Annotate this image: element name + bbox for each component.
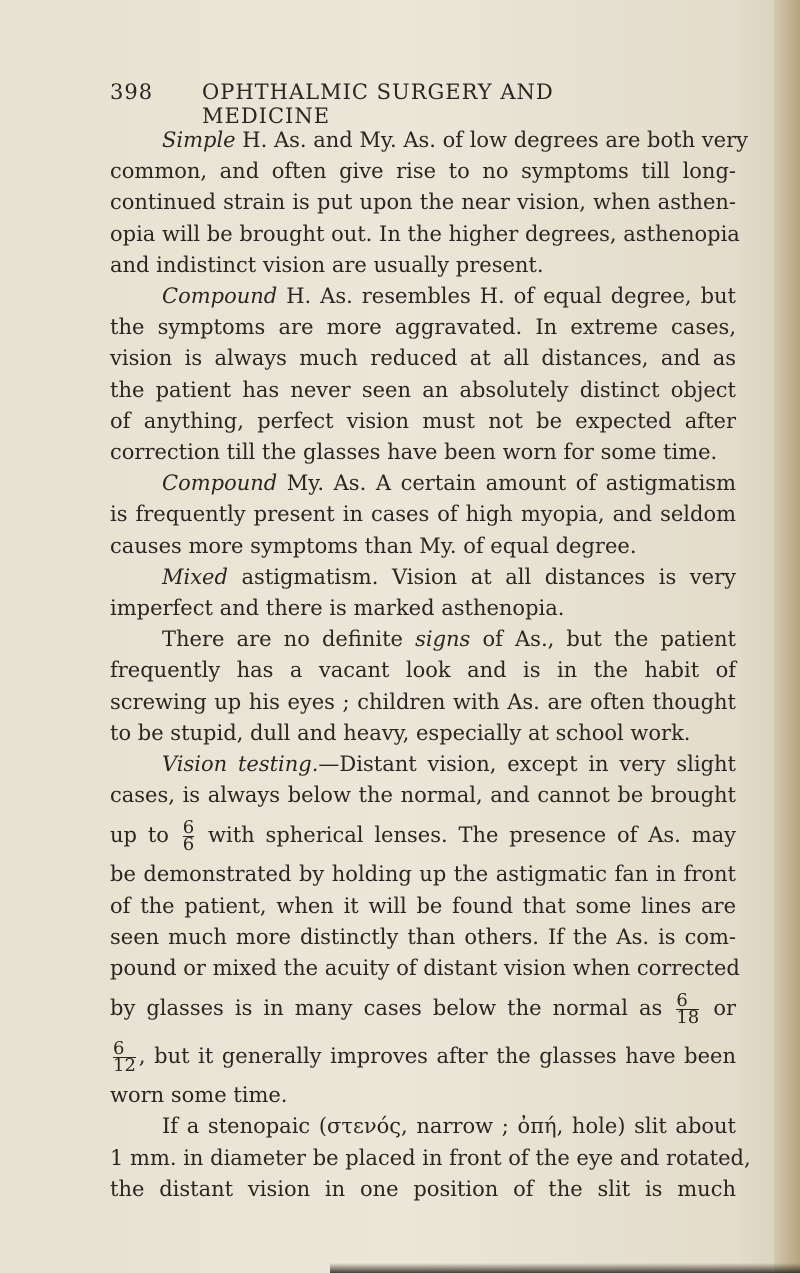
text-line: be demonstrated by holding up the astigmatic fan in front [110,862,736,887]
text-line: frequently has a vacant look and is in the habit of [110,658,736,683]
text-line: Simple H. As. and My. As. of low degrees are both very [162,128,748,152]
text-line: 1 mm. in diameter be placed in front of the eye and rotated, [110,1145,751,1170]
running-title: OPHTHALMIC SURGERY AND MEDICINE [202,80,554,128]
fraction: $\frac{6}{12}$ [113,1038,136,1077]
text-line: imperfect and there is marked asthenopia. [110,596,565,621]
text-line: Mixed astigmatism. Vision at all distances is very [162,564,736,589]
text-line: common, and often give rise to no symptoms till long- [110,159,736,184]
italic-term: Mixed [162,564,228,589]
text-line: Compound My. As. A certain amount of astigmatism [162,471,736,496]
running-header [110,80,670,128]
text-line: There are no definite signs of As., but the patient [162,627,736,652]
italic-term: Simple [162,128,236,152]
text-line: opia will be brought out. In the higher degrees, asthenopia [110,221,740,246]
text-line: continued strain is put upon the near vision, when asthen- [110,190,736,215]
fraction: $\frac{6}{6}$ [182,817,195,856]
text-line: is frequently present in cases of high myopia, and seldom [110,502,736,527]
text-line: up to $\frac{6}{6}$ with spherical lenses. The presence of As. may [110,817,736,856]
text-line: worn some time. [110,1083,288,1108]
text-line: of the patient, when it will be found that some lines are [110,893,736,918]
text-line: by glasses is in many cases below the normal as $\frac{6}{18}$ or [110,990,737,1029]
text-line: the symptoms are more aggravated. In extreme cases, [110,315,736,340]
page-bottom-shadow [330,1263,800,1273]
text-line: and indistinct vision are usually present. [110,252,544,277]
text-line: causes more symptoms than My. of equal degree. [110,533,637,558]
fraction: $\frac{6}{18}$ [676,990,700,1029]
italic-term: signs [415,627,471,652]
text-line: $\frac{6}{12}$ , but it generally improves after the glasses have been [113,1038,736,1077]
text-line: If a stenopaic (στενός, narrow ; ὀπή, hole) slit about [162,1114,736,1139]
text-line: screwing up his eyes ; children with As. are often thought [110,689,736,714]
page-edge [774,0,800,1273]
text-line: the distant vision in one position of the slit is much [110,1176,736,1201]
italic-term: Compound [162,471,278,496]
text-line: the patient has never seen an absolutely distinct object [110,377,736,402]
text-line: Vision testing.—Distant vision, except in very slight [162,752,736,777]
italic-heading: Vision testing. [162,752,319,777]
text-line: Compound H. As. resembles H. of equal degree, but [162,284,736,309]
italic-term: Compound [162,284,278,309]
text-line: vision is always much reduced at all distances, and as [110,346,736,371]
text-line: correction till the glasses have been worn for some time. [110,440,718,465]
text-line: of anything, perfect vision must not be expected after [110,408,736,433]
text-line: to be stupid, dull and heavy, especially at school work. [110,720,691,745]
text-line: seen much more distinctly than others. If the As. is com- [110,924,736,949]
page-number: 398 [110,80,154,104]
text-line: pound or mixed the acuity of distant vision when corrected [110,956,740,981]
body-text [110,125,751,1205]
text-line: cases, is always below the normal, and cannot be brought [110,783,736,808]
